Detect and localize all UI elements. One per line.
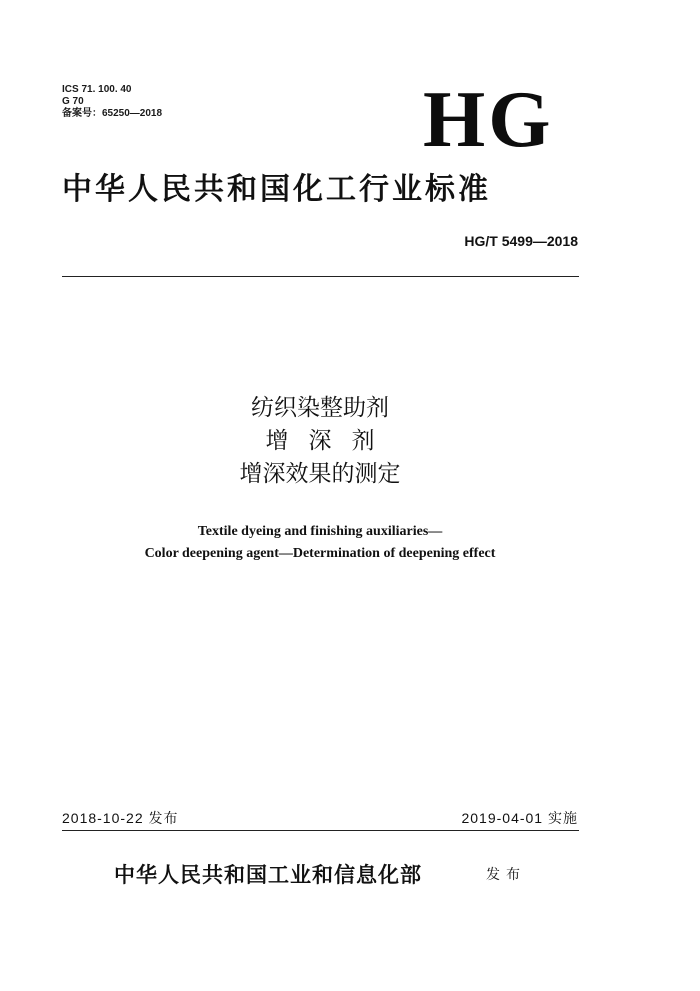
chinese-title xyxy=(0,392,640,491)
cover-metadata xyxy=(62,84,162,120)
standard-category-title: 中华人民共和国化工行业标准 xyxy=(62,172,491,207)
chinese-title-line-2: 增深剂 xyxy=(265,428,395,454)
english-title-line-1: Textile dyeing and finishing auxiliaries— xyxy=(197,524,443,539)
publisher-name: 中华人民共和国工业和信息化部 xyxy=(114,863,422,887)
implementation-date: 2019-04-01 实施 xyxy=(461,810,578,826)
chinese-title-line-1: 纺织染整助剂 xyxy=(251,395,389,421)
issue-date: 2018-10-22 发布 xyxy=(62,810,179,826)
filing-number: 备案号：65250—2018 xyxy=(62,108,163,119)
standard-number: HG/T 5499—2018 xyxy=(464,233,578,249)
english-title-line-2: Color deepening agent—Determination of deepening effect xyxy=(144,546,496,561)
chinese-title-line-3: 增深效果的测定 xyxy=(239,461,401,487)
english-title xyxy=(0,521,640,565)
publish-label: 发布 xyxy=(486,867,526,883)
bottom-divider xyxy=(62,830,579,831)
hg-logo: HG xyxy=(423,76,554,164)
top-divider xyxy=(62,276,579,277)
ics-code: ICS 71. 100. 40 xyxy=(62,84,132,95)
classification-code: G 70 xyxy=(62,96,84,107)
